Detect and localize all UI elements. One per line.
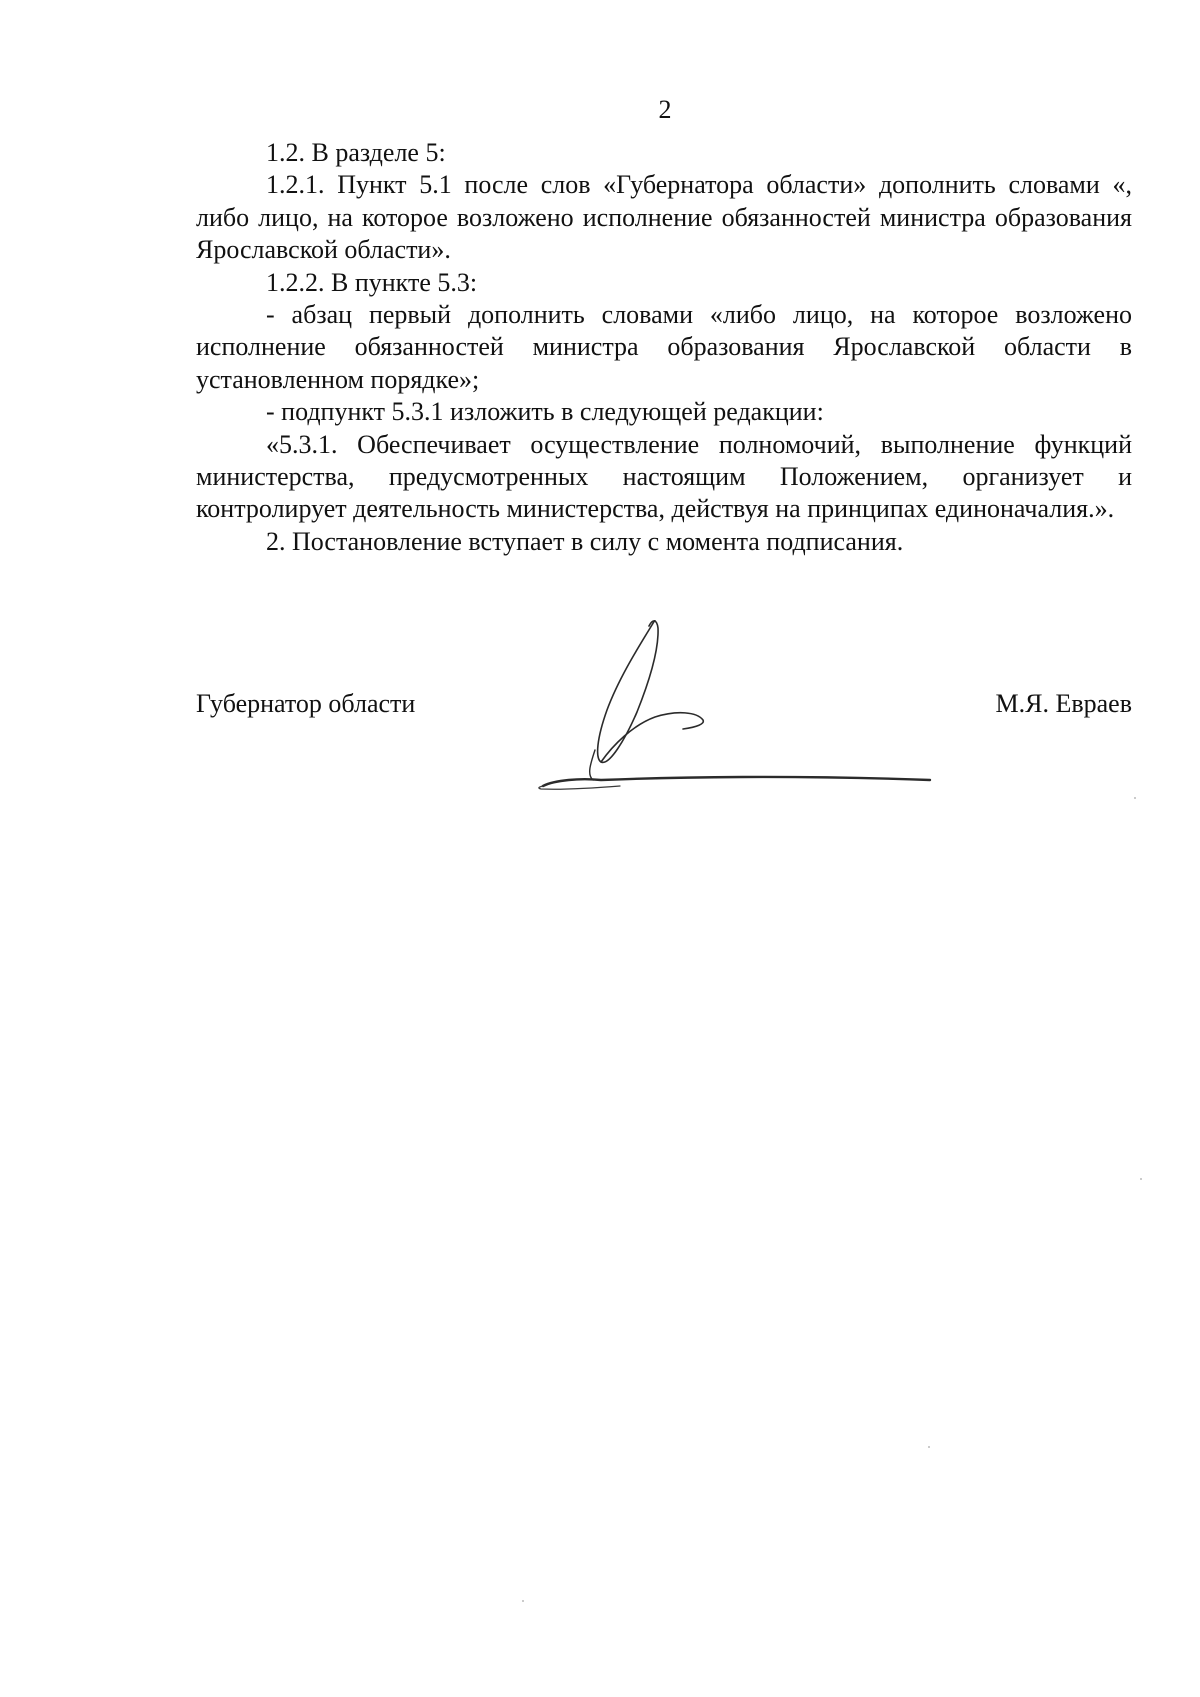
paragraph-abzac-first: - абзац первый дополнить словами «либо лицо, на которое возложено исполнение обязанностей министра образования Ярославской области в установленном порядке»; [196, 300, 1132, 394]
paragraph-1-2-2: 1.2.2. В пункте 5.3: [266, 267, 478, 297]
signature-block [196, 688, 1132, 728]
scan-speck [1140, 1178, 1142, 1180]
paragraph-5-3-1: «5.3.1. Обеспечивает осуществление полномочий, выполнение функций министерства, предусмотренных настоящим Положением, организует и контролирует деятельность министерства, действуя на принципах единоначалия.». [196, 429, 1132, 524]
scan-speck [522, 1600, 524, 1602]
paragraph-1-2-1: 1.2.1. Пункт 5.1 после слов «Губернатора области» дополнить словами «, либо лицо, на которое возложено исполнение обязанностей министра образования Ярославской области». [196, 170, 1132, 265]
paragraph-podpunkt: - подпункт 5.3.1 изложить в следующей редакции: [266, 397, 824, 427]
scan-speck [1134, 797, 1136, 799]
signer-position: Губернатор области [196, 689, 416, 718]
document-body [196, 137, 1132, 558]
paragraph-2: 2. Постановление вступает в силу с момента подписания. [266, 526, 904, 556]
signer-name: М.Я. Евраев [995, 689, 1132, 718]
paragraph-1-2: 1.2. В разделе 5: [266, 138, 446, 167]
scan-speck [928, 1446, 930, 1448]
page-number: 2 [658, 95, 672, 124]
